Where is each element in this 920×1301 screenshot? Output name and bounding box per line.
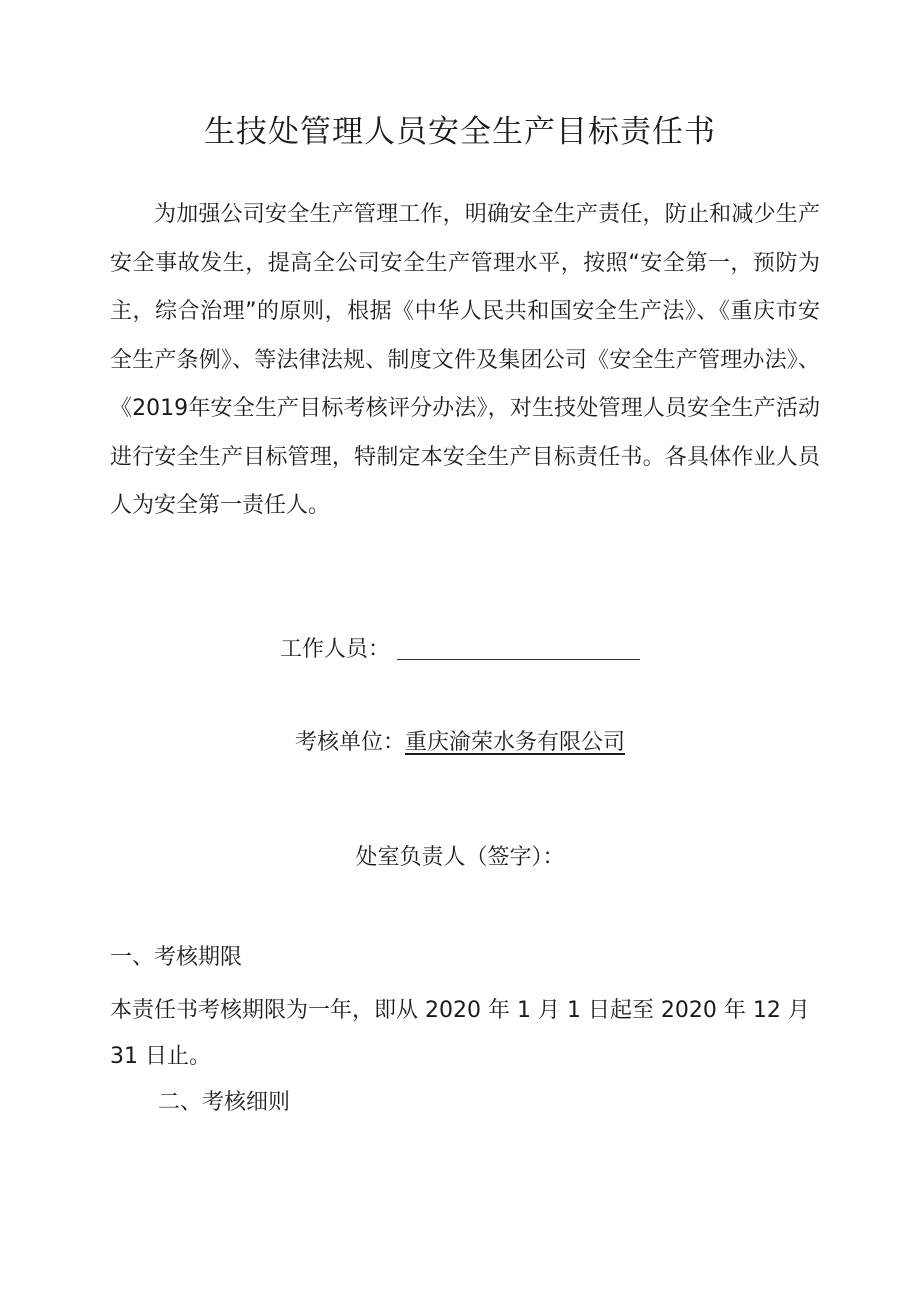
section1-text: 本责任书考核期限为一年，即从 2020 年 1 月 1 日起至 2020 年 12 月 31 日止。 [110, 998, 810, 1069]
unit-label: 考核单位： [294, 730, 405, 755]
unit-line [0, 727, 920, 759]
worker-blank-field [397, 637, 640, 660]
intro-paragraph: 为加强公司安全生产管理工作，明确安全生产责任，防止和减少生产安全事故发生，提高全公司安全生产管理水平，按照“安全第一，预防为主，综合治理”的原则，根据《中华人民共和国安全生产法》、《重庆市安全生产条例》、等法律法规、制度文件及集团公司《安全生产管理办法》、《2019年安全生产目标考核评分办法》，对生技处管理人员安全生产活动进行安全生产目标管理，特制定本安全生产目标责任书。各具体作业人员人为安全第一责任人。 [110, 202, 820, 518]
worker-signature-line [0, 634, 920, 666]
section2-heading: 二、考核细则 [158, 1090, 291, 1115]
unit-value: 重庆渝荣水务有限公司 [405, 730, 626, 755]
head-label: 处室负责人（签字）： [355, 845, 565, 870]
head-signature-line [0, 842, 920, 874]
section1-heading: 一、考核期限 [110, 945, 243, 970]
worker-label: 工作人员： [279, 637, 390, 662]
document-title: 生技处管理人员安全生产目标责任书 [204, 114, 716, 150]
